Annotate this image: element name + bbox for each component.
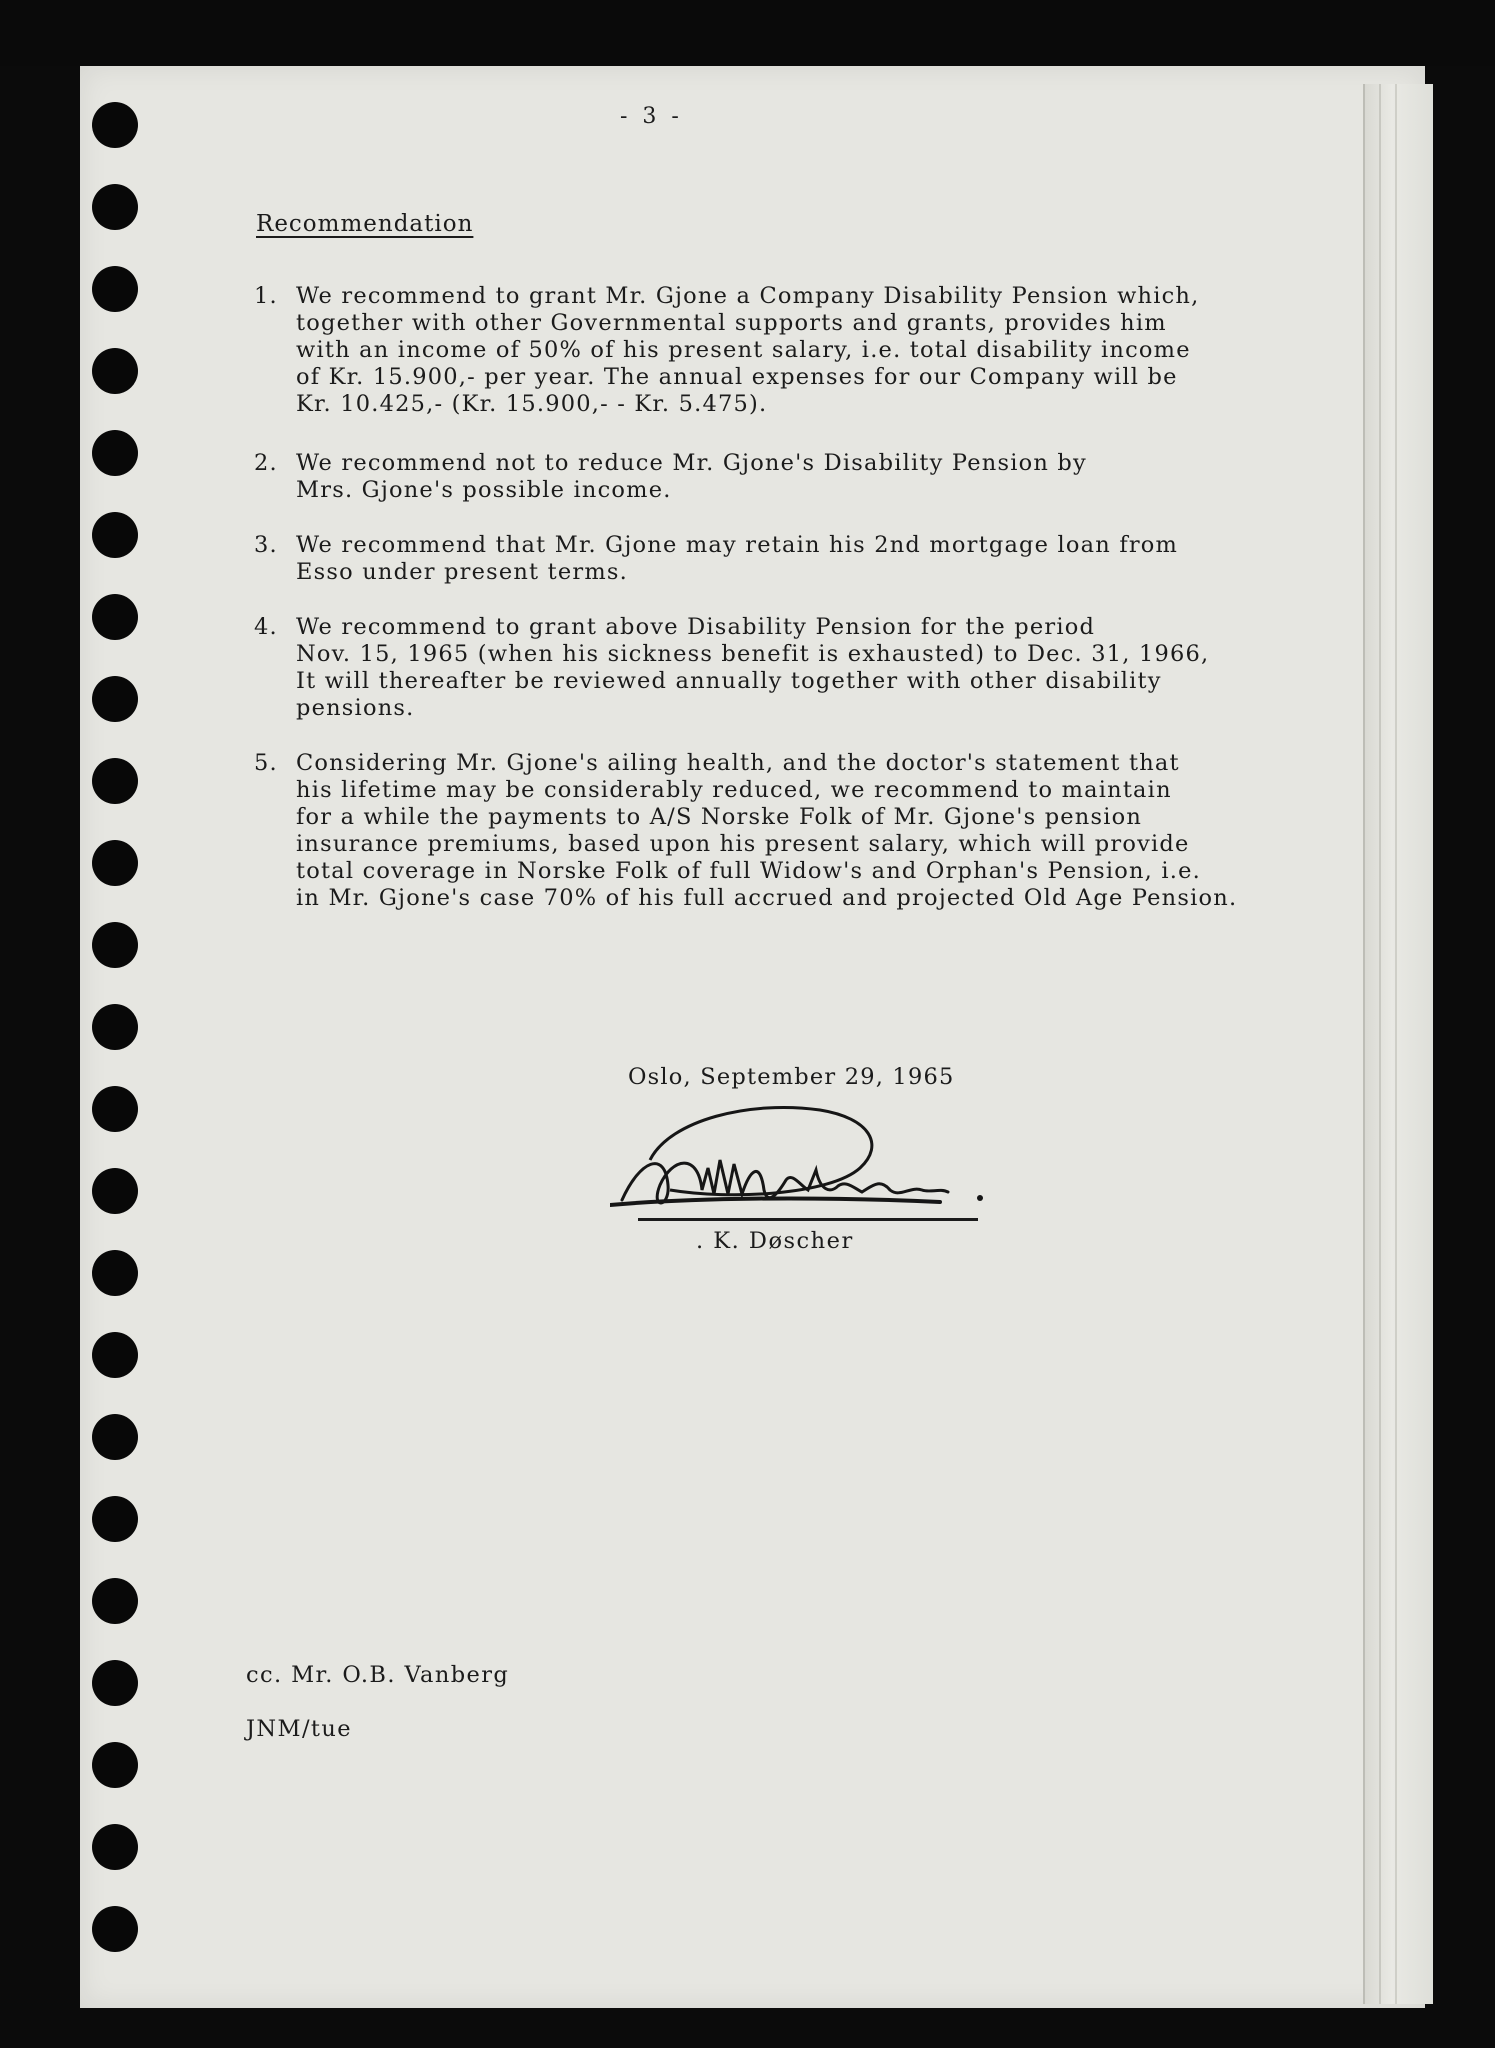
recommendation-item-4 [254, 614, 1334, 722]
item-number: 4. [254, 614, 278, 640]
signature-line [638, 1218, 978, 1221]
item-number: 2. [254, 450, 278, 476]
item-line: his lifetime may be considerably reduced, we recommend to maintain [296, 777, 1172, 803]
item-line: with an income of 50% of his present salary, i.e. total disability income [296, 337, 1191, 363]
item-line: We recommend to grant above Disability Pension for the period [296, 614, 1096, 640]
item-line: of Kr. 15.900,- per year. The annual expenses for our Company will be [296, 364, 1178, 390]
item-line: Considering Mr. Gjone's ailing health, and the doctor's statement that [296, 750, 1180, 776]
signatory-name: . K. Døscher [696, 1228, 854, 1254]
item-text [296, 614, 1334, 722]
item-text [296, 532, 1334, 586]
page-number: - 3 - [620, 104, 683, 129]
recommendation-item-5 [254, 750, 1334, 912]
item-number: 3. [254, 532, 278, 558]
item-line: in Mr. Gjone's case 70% of his full accrued and projected Old Age Pension. [296, 885, 1238, 911]
reference-initials: JNM/tue [246, 1716, 352, 1742]
item-line: Kr. 10.425,- (Kr. 15.900,- - Kr. 5.475). [296, 391, 768, 417]
item-line: total coverage in Norske Folk of full Widow's and Orphan's Pension, i.e. [296, 858, 1201, 884]
item-line: It will thereafter be reviewed annually together with other disability [296, 668, 1162, 694]
item-line: We recommend not to reduce Mr. Gjone's Disability Pension by [296, 450, 1087, 476]
item-text [296, 450, 1334, 504]
item-number: 1. [254, 283, 278, 309]
item-line: We recommend that Mr. Gjone may retain his 2nd mortgage loan from [296, 532, 1179, 558]
item-line: insurance premiums, based upon his present salary, which will provide [296, 831, 1190, 857]
handwritten-signature [610, 1090, 1040, 1230]
item-line: Nov. 15, 1965 (when his sickness benefit is exhausted) to Dec. 31, 1966, [296, 641, 1210, 667]
item-line: Mrs. Gjone's possible income. [296, 477, 672, 503]
item-text [296, 750, 1334, 912]
place-and-date: Oslo, September 29, 1965 [628, 1064, 955, 1090]
item-line: together with other Governmental supports and grants, provides him [296, 310, 1167, 336]
recommendation-item-3 [254, 532, 1334, 586]
item-text [296, 283, 1334, 418]
item-line: Esso under present terms. [296, 559, 628, 585]
recommendation-item-1 [254, 283, 1334, 418]
recommendation-item-2 [254, 450, 1334, 504]
item-number: 5. [254, 750, 278, 776]
carbon-copy-line: cc. Mr. O.B. Vanberg [246, 1662, 510, 1688]
item-line: for a while the payments to A/S Norske Folk of Mr. Gjone's pension [296, 804, 1143, 830]
section-heading: Recommendation [256, 211, 474, 237]
item-line: pensions. [296, 695, 415, 721]
item-line: We recommend to grant Mr. Gjone a Company Disability Pension which, [296, 283, 1200, 309]
